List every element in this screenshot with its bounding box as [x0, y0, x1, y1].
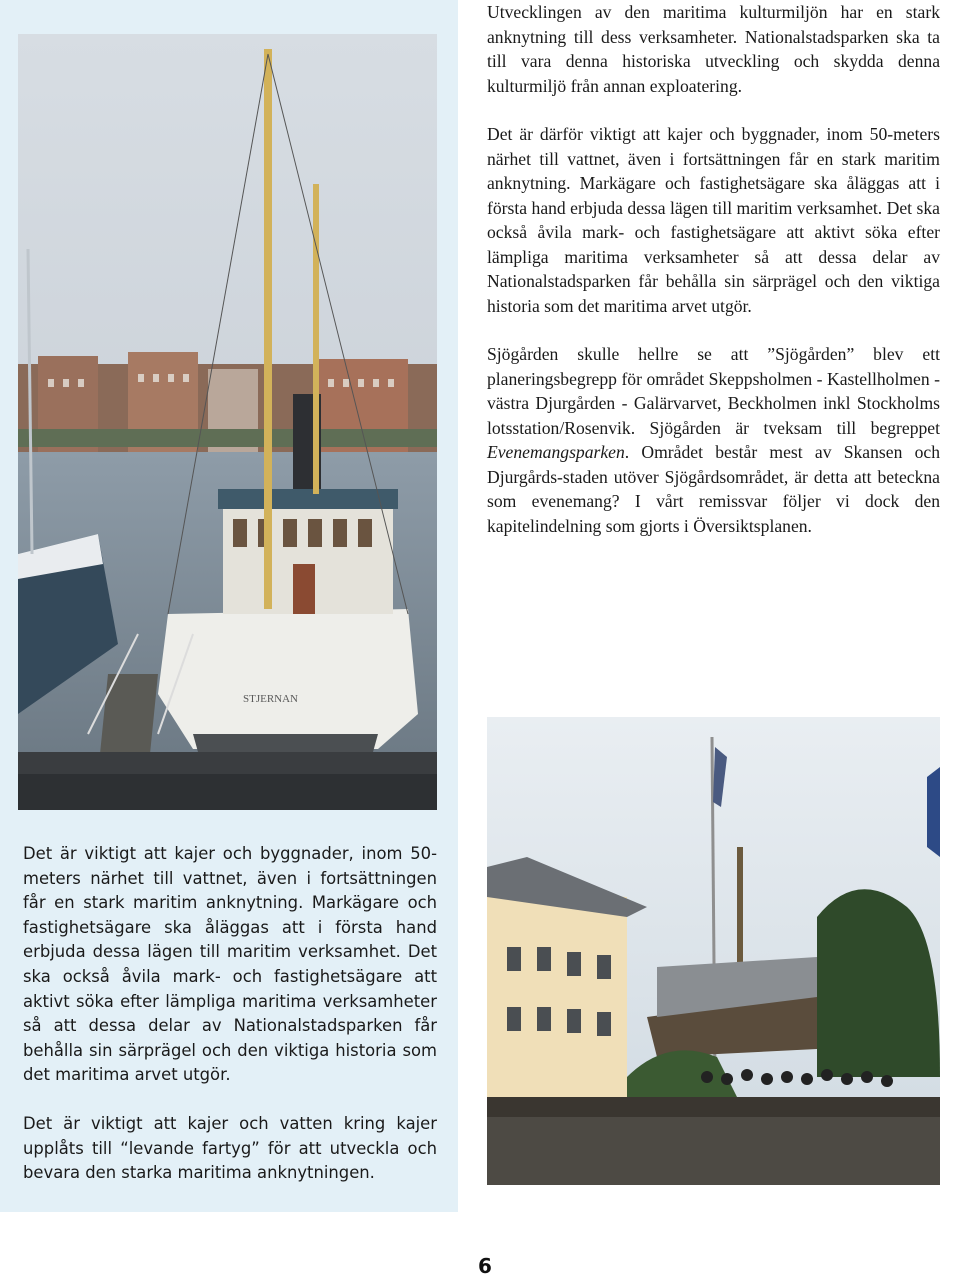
shipyard-photo: [487, 717, 940, 1185]
top-paragraph-3-part-b: . Området består mest av Skansen och Djurgårds-staden utöver Sjögårdsområdet, är detta att beteckna som evenemang? I vårt remissvar följer vi dock den kapitelindelning som gjorts i Översiktsplanen.: [487, 442, 940, 536]
top-paragraph-3: [487, 342, 940, 538]
top-right-text-column: [487, 0, 940, 562]
left-paragraph-2: Det är viktigt att kajer och vatten kring kajer upplåts till “levande fartyg” för att utveckla och bevara den starka maritima anknytningen.: [23, 1113, 437, 1183]
ship-photo: [18, 34, 437, 810]
top-paragraph-2: Det är därför viktigt att kajer och byggnader, inom 50-meters närhet till vattnet, även i fortsättningen får en stark maritim anknytning. Markägare och fastighetsägare ska åläggas att i första hand erbjuda dessa lägen till maritim verksamhet. Det ska också åvila mark- och fastighetsägare att aktivt söka efter lämpliga maritima verksamheter så att dessa delar av Nationalstadsparken får behålla sin särprägel och den viktiga historia som det maritima arvet utgör.: [487, 124, 940, 316]
evenemangsparken-term: Evenemangsparken: [487, 442, 625, 462]
top-paragraph-1: Utvecklingen av den maritima kulturmiljön har en stark anknytning till dess verksamheter. Nationalstadsparken ska ta till vara denna historiska utveckling och skydda denna kulturmiljö från annan exploatering.: [487, 2, 940, 96]
bottom-left-text-column: [23, 842, 437, 1210]
page-number: 6: [478, 1254, 492, 1278]
left-paragraph-1: Det är viktigt att kajer och byggnader, inom 50-meters närhet till vattnet, även i fortsättningen får en stark maritim anknytning. Markägare och fastighetsägare ska åläggas att i första hand erbjuda dessa lägen till maritim verksamhet. Det ska också åvila mark- och fastighetsägare att aktivt söka efter lämpliga maritima verksamheter så att dessa delar av Nationalstadsparken får behålla sin särprägel och den viktiga historia som det maritima arvet utgör.: [23, 844, 437, 1085]
ship-name-text: STJERNAN: [243, 693, 299, 705]
top-paragraph-3-part-a: Sjögården skulle hellre se att ”Sjögården” blev ett planeringsbegrepp för området Skeppsholmen - Kastellholmen - västra Djurgården - Galärvarvet, Beckholmen inkl Stockholms lotsstation/Rosenvik. Sjögården är tveksam till begreppet: [487, 344, 940, 438]
